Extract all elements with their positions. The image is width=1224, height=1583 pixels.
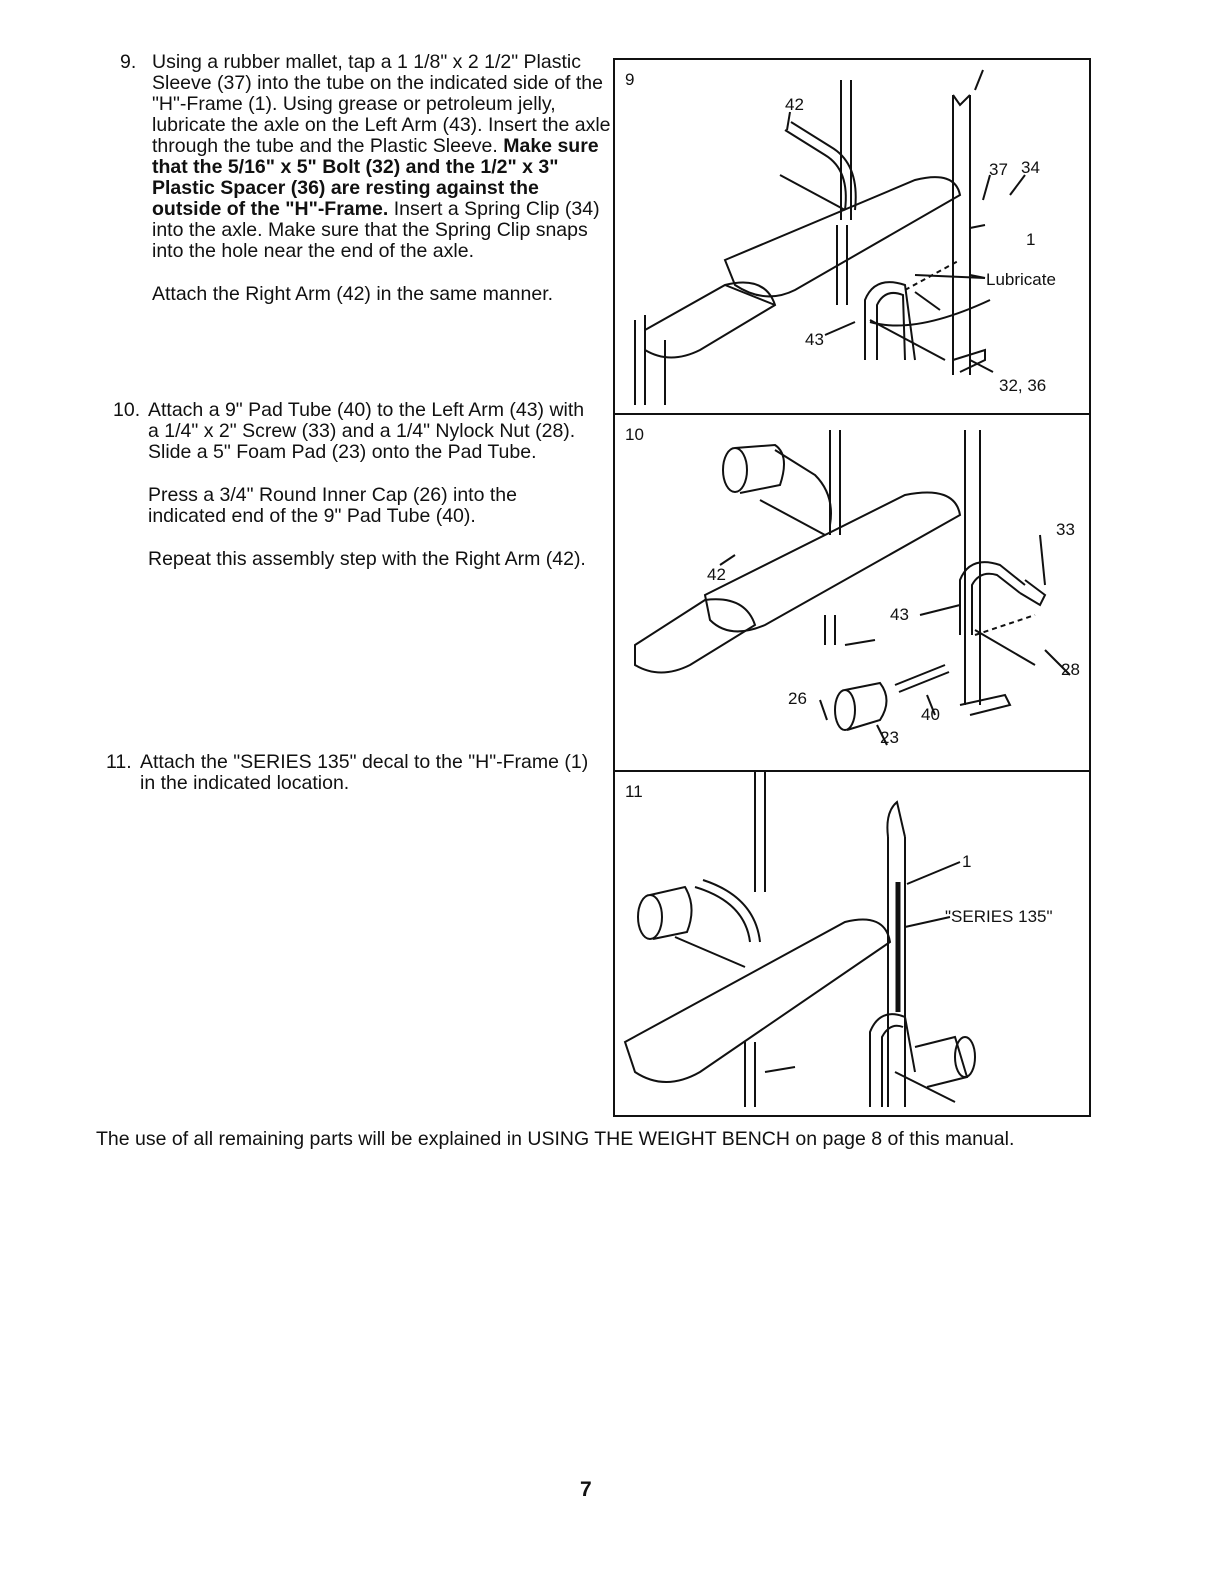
callout-42: 42 [707,565,726,584]
step-para-2: Press a 3/4" Round Inner Cap (26) into the indicated end of the 9" Pad Tube (40). [148,484,517,527]
step-intro: Using a rubber mallet, tap a 1 1/8" x 2 1/2" Plastic Sleeve (37) into the tube on the indicated side of the "H"-Frame (1). Using grease or petroleum jelly, lubricate the axle on the Left Arm (43). Insert the axle through the tube and the Plastic Sleeve. [152,51,611,157]
bench-diagram-11 [615,772,1089,1115]
figure-number: 11 [625,782,643,801]
step-text: Attach a 9" Pad Tube (40) to the Left Arm (43) with a 1/4" x 2" Screw (33) and a 1/4" Nylock Nut (28). Slide a 5" Foam Pad (23) onto the Pad Tube. [148,399,585,463]
step-after: Insert a Spring Clip (34) into the axle. Make sure that the Spring Clip snaps into the hole near the end of the axle. [152,198,600,262]
footer-note: The use of all remaining parts will be explained in USING THE WEIGHT BENCH on page 8 of this manual. [96,1128,1015,1150]
step-number: 11. [106,751,132,773]
callout-40: 40 [921,705,940,724]
callout-32-36: 32, 36 [999,376,1047,395]
callout-34: 34 [1021,158,1040,177]
figure-panel-11 [615,772,1089,1115]
callout-42: 42 [785,95,804,114]
step-body [140,752,600,794]
step-number: 9. [120,51,137,73]
callout-series-135: "SERIES 135" [945,907,1053,926]
step-text: Attach the "SERIES 135" decal to the "H"-Frame (1) in the indicated location. [140,751,589,794]
callout-1: 1 [1026,230,1036,249]
step-text [152,52,612,262]
callout-33: 33 [1056,520,1075,539]
callout-37: 37 [989,160,1008,179]
callout-28: 28 [1061,660,1080,679]
step-body [148,400,598,570]
figure-panel-9 [615,60,1089,415]
callout-26: 26 [788,689,807,708]
figure-panel-10 [615,415,1089,772]
step-body [152,52,612,305]
callout-43: 43 [890,605,909,624]
figure-box [613,58,1091,1117]
figure-number: 9 [625,70,635,89]
callout-lubricate: Lubricate [986,270,1056,289]
step-number: 10. [113,399,141,421]
step-para-3: Repeat this assembly step with the Right Arm (42). [148,548,586,570]
page-number: 7 [580,1478,592,1501]
step-warning: Make sure that the 5/16" x 5" Bolt (32) and the 1/2" x 3" Plastic Spacer (36) are resting against the outside of the "H"-Frame. [152,135,599,220]
callout-23: 23 [880,728,899,747]
callout-1: 1 [962,852,972,871]
bench-diagram-10 [615,415,1089,770]
step-note: Attach the Right Arm (42) in the same manner. [152,283,554,305]
callout-43: 43 [805,330,824,349]
figure-number: 10 [625,425,644,444]
bench-diagram-9 [615,60,1089,413]
